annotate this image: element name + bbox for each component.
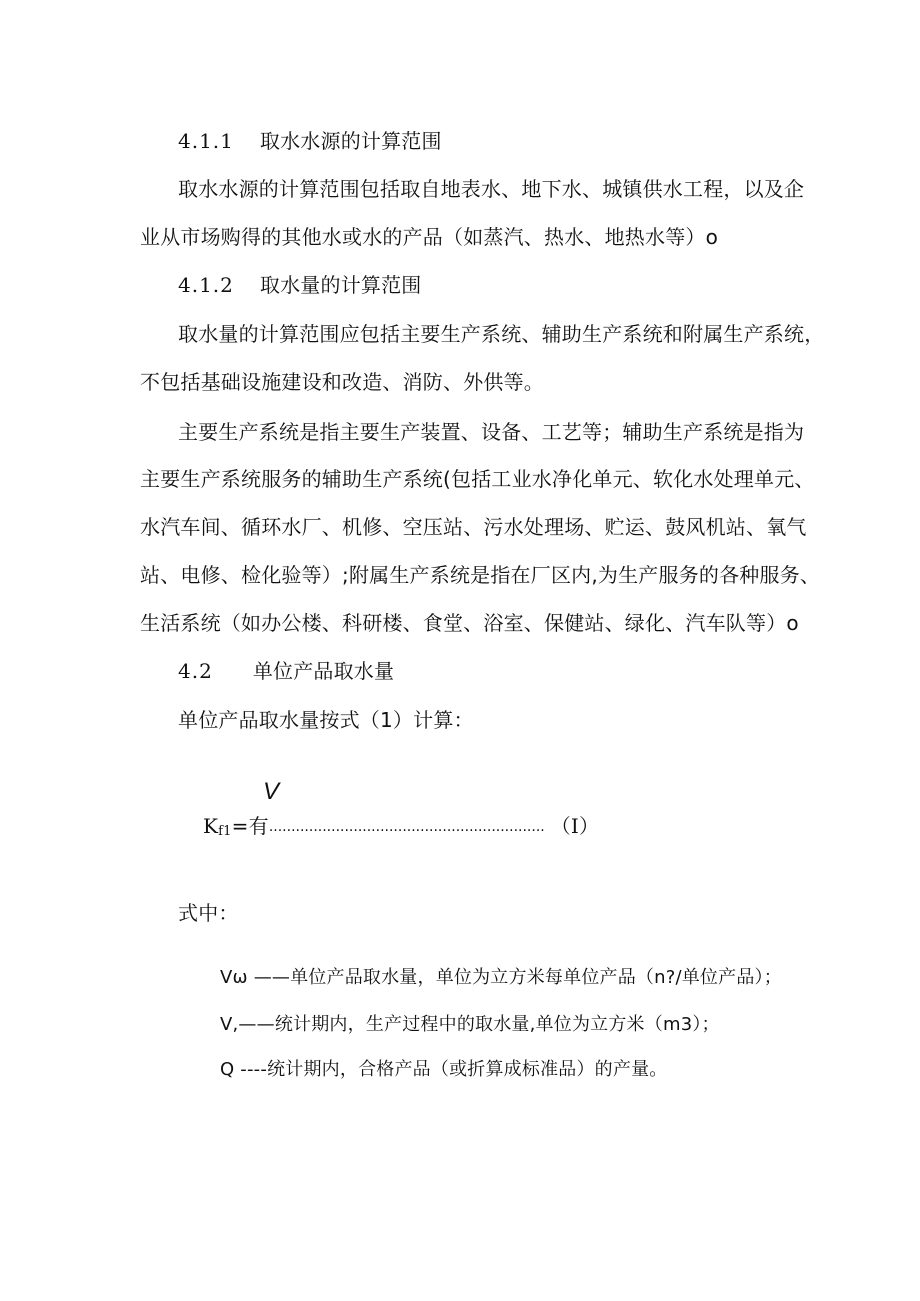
paragraph-line: 水汽车间、循环水厂、机修、空压站、污水处理场、贮运、鼓风机站、氧气 [140, 515, 807, 539]
formula-lhs-main: K [203, 814, 219, 838]
definition-line: V,——统计期内，生产过程中的取水量,单位为立方米（m3）； [220, 1014, 720, 1035]
heading-4-1-2 [178, 271, 422, 299]
heading-title: 单位产品取水量 [252, 659, 395, 683]
paragraph-line: 不包括基础设施建设和改造、消防、外供等。 [140, 370, 544, 394]
formula-numerator: V [263, 778, 280, 805]
paragraph-line: 取水量的计算范围应包括主要生产系统、辅助生产系统和附属生产系统， [178, 322, 825, 346]
heading-number: 4.1.1 [178, 129, 234, 153]
heading-title: 取水量的计算范围 [259, 273, 422, 297]
formula-line [203, 812, 599, 846]
paragraph-line: 业从市场购得的其他水或水的产品（如蒸汽、热水、地热水等）o [140, 225, 719, 249]
heading-title: 取水水源的计算范围 [259, 129, 442, 153]
where-label: 式中： [178, 901, 239, 925]
paragraph-line: 主要生产系统服务的辅助生产系统(包括工业水净化单元、软化水处理单元、 [140, 467, 815, 491]
definition-line: Q ----统计期内，合格产品（或折算成标准品）的产量。 [220, 1059, 668, 1080]
formula-equals: =有 [231, 814, 269, 838]
heading-number: 4.2 [178, 659, 213, 683]
formula-dots: .............................................................. [268, 819, 545, 835]
heading-4-1-1 [178, 127, 442, 155]
paragraph-line: 取水水源的计算范围包括取自地表水、地下水、城镇供水工程，以及企 [178, 177, 805, 201]
formula-eq-number: （I） [550, 814, 600, 838]
paragraph-line: 生活系统（如办公楼、科研楼、食堂、浴室、保健站、绿化、汽车队等）o [140, 611, 799, 635]
paragraph-line: 单位产品取水量按式（1）计算： [178, 708, 474, 732]
paragraph-line: 站、电修、检化验等）;附属生产系统是指在厂区内,为生产服务的各种服务、 [140, 563, 821, 587]
heading-4-2 [178, 657, 394, 685]
definition-line: Vω ——单位产品取水量，单位为立方米每单位产品（n?/单位产品）； [220, 967, 782, 988]
heading-number: 4.1.2 [178, 273, 234, 297]
formula-lhs [203, 814, 232, 838]
paragraph-line: 主要生产系统是指主要生产装置、设备、工艺等；辅助生产系统是指为 [178, 420, 805, 444]
formula-lhs-sub: f1 [218, 824, 232, 839]
